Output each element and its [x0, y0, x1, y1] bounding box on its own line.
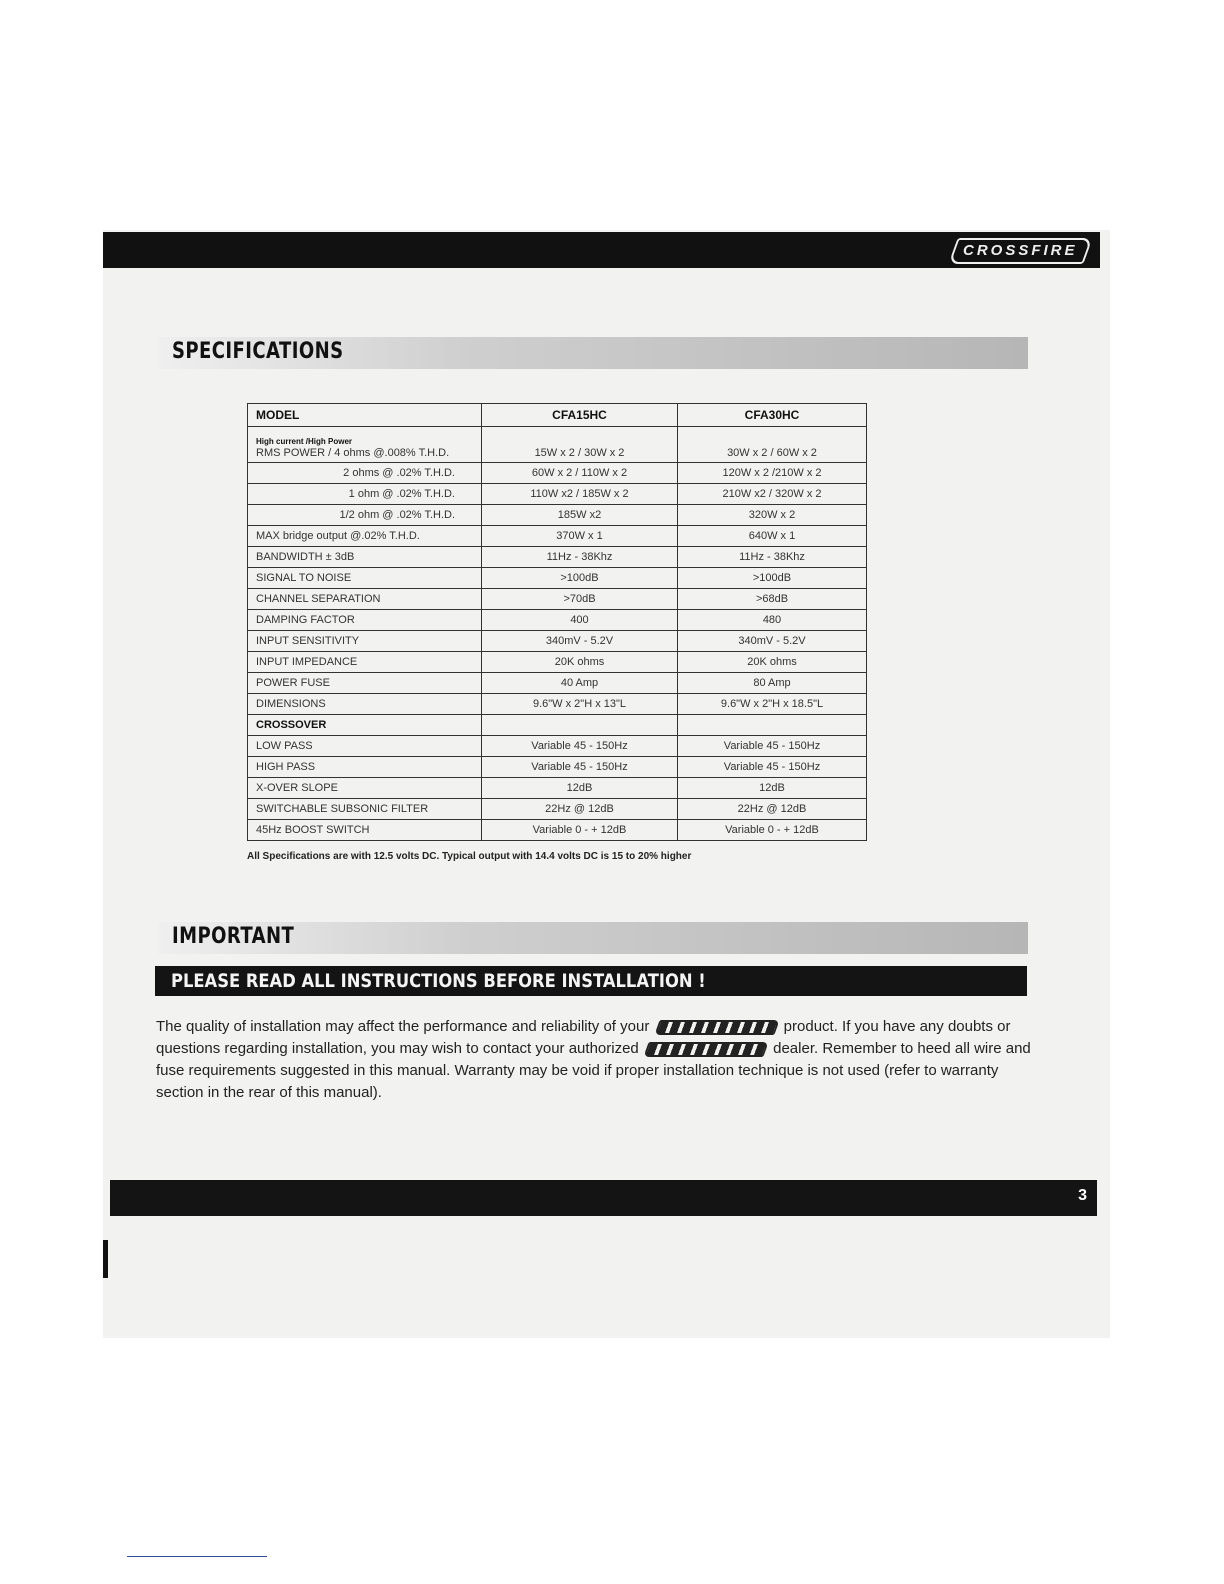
table-cell: 640W x 1: [678, 526, 867, 547]
table-cell: 210W x2 / 320W x 2: [678, 484, 867, 505]
table-cell: >70dB: [482, 589, 678, 610]
paragraph-part-2: product. If you have any doubts or questions regarding installation, you may wish to contact your authorized: [156, 1018, 1011, 1057]
table-cell: CROSSOVER: [248, 715, 482, 736]
table-cell: 9.6"W x 2"H x 18.5"L: [678, 694, 867, 715]
table-cell: BANDWIDTH ± 3dB: [248, 547, 482, 568]
table-cell: Variable 45 - 150Hz: [482, 736, 678, 757]
table-row: [248, 610, 867, 631]
table-cell: Variable 0 - + 12dB: [482, 820, 678, 841]
table-cell: 20K ohms: [678, 652, 867, 673]
crossfire-inline-logo: [654, 1020, 779, 1035]
specifications-table: [247, 403, 867, 841]
table-cell: INPUT IMPEDANCE: [248, 652, 482, 673]
table-cell: DAMPING FACTOR: [248, 610, 482, 631]
table-cell: 20K ohms: [482, 652, 678, 673]
table-cell: DIMENSIONS: [248, 694, 482, 715]
table-row: [248, 505, 867, 526]
table-cell: >68dB: [678, 589, 867, 610]
installation-paragraph: [156, 1016, 1036, 1104]
table-row: [248, 820, 867, 841]
table-cell: 15W x 2 / 30W x 2: [482, 427, 678, 463]
table-cell: X-OVER SLOPE: [248, 778, 482, 799]
table-row: [248, 568, 867, 589]
table-cell: 11Hz - 38Khz: [482, 547, 678, 568]
table-row: [248, 631, 867, 652]
table-header-cell: CFA15HC: [482, 404, 678, 427]
read-instructions-text: PLEASE READ ALL INSTRUCTIONS BEFORE INSTALLATION !: [171, 970, 706, 992]
table-row: [248, 484, 867, 505]
table-cell: Variable 45 - 150Hz: [678, 757, 867, 778]
paragraph-part-1: The quality of installation may affect the performance and reliability of your: [156, 1018, 650, 1035]
edge-mark: [103, 1240, 108, 1278]
table-cell: 2 ohms @ .02% T.H.D.: [248, 463, 482, 484]
table-cell: >100dB: [678, 568, 867, 589]
table-cell: INPUT SENSITIVITY: [248, 631, 482, 652]
table-cell: [678, 715, 867, 736]
table-row: [248, 547, 867, 568]
specifications-heading-bar: [158, 337, 1028, 369]
table-cell: 400: [482, 610, 678, 631]
table-cell: 370W x 1: [482, 526, 678, 547]
table-cell: 9.6"W x 2"H x 13"L: [482, 694, 678, 715]
table-cell: CHANNEL SEPARATION: [248, 589, 482, 610]
table-cell: 340mV - 5.2V: [678, 631, 867, 652]
table-cell: 40 Amp: [482, 673, 678, 694]
table-cell-text: RMS POWER / 4 ohms @.008% T.H.D.: [256, 447, 450, 459]
specifications-footnote: All Specifications are with 12.5 volts DC. Typical output with 14.4 volts DC is 15 to 20% higher: [247, 851, 692, 862]
page-number: 3: [1078, 1187, 1087, 1204]
crossfire-inline-logo: [643, 1042, 768, 1057]
table-row: [248, 757, 867, 778]
table-cell: 80 Amp: [678, 673, 867, 694]
table-row: [248, 799, 867, 820]
table-cell: 320W x 2: [678, 505, 867, 526]
crossfire-logo: CROSSFIRE: [949, 238, 1093, 264]
table-cell: 12dB: [678, 778, 867, 799]
table-cell: Variable 45 - 150Hz: [678, 736, 867, 757]
table-cell: 22Hz @ 12dB: [482, 799, 678, 820]
table-cell: [482, 715, 678, 736]
table-cell: 30W x 2 / 60W x 2: [678, 427, 867, 463]
table-cell: 1/2 ohm @ .02% T.H.D.: [248, 505, 482, 526]
important-heading-bar: [158, 922, 1028, 954]
table-row: [248, 589, 867, 610]
table-row: [248, 715, 867, 736]
table-cell: LOW PASS: [248, 736, 482, 757]
table-row: [248, 778, 867, 799]
table-sub-header: High current /High Power: [256, 437, 353, 446]
table-cell: 340mV - 5.2V: [482, 631, 678, 652]
header-band: [103, 232, 1100, 268]
table-cell: 185W x2: [482, 505, 678, 526]
table-cell: 12dB: [482, 778, 678, 799]
table-cell: 22Hz @ 12dB: [678, 799, 867, 820]
specifications-heading: SPECIFICATIONS: [172, 339, 344, 364]
table-cell: [248, 427, 482, 463]
table-row: [248, 673, 867, 694]
table-cell: HIGH PASS: [248, 757, 482, 778]
table-cell: 1 ohm @ .02% T.H.D.: [248, 484, 482, 505]
table-cell: POWER FUSE: [248, 673, 482, 694]
table-cell: 11Hz - 38Khz: [678, 547, 867, 568]
table-row: [248, 694, 867, 715]
footer-band: [110, 1180, 1097, 1216]
table-cell: 480: [678, 610, 867, 631]
table-row: [248, 652, 867, 673]
table-cell: 120W x 2 /210W x 2: [678, 463, 867, 484]
table-row: [248, 526, 867, 547]
table-header-row: [248, 404, 867, 427]
footnote-rule: [127, 1556, 267, 1557]
table-header-cell: MODEL: [248, 404, 482, 427]
table-cell: SIGNAL TO NOISE: [248, 568, 482, 589]
table-row: [248, 463, 867, 484]
table-cell: 60W x 2 / 110W x 2: [482, 463, 678, 484]
table-cell: 45Hz BOOST SWITCH: [248, 820, 482, 841]
table-cell: Variable 0 - + 12dB: [678, 820, 867, 841]
table-header-cell: CFA30HC: [678, 404, 867, 427]
important-heading: IMPORTANT: [172, 924, 295, 949]
table-row: [248, 427, 867, 463]
table-cell: Variable 45 - 150Hz: [482, 757, 678, 778]
table-row: [248, 736, 867, 757]
table-cell: SWITCHABLE SUBSONIC FILTER: [248, 799, 482, 820]
paragraph-part-3: dealer. Remember to heed all wire and fuse requirements suggested in this manual. Warranty may be void if proper installation technique is not used (refer to warranty section in the rear of this manual).: [156, 1040, 1031, 1101]
table-cell: 110W x2 / 185W x 2: [482, 484, 678, 505]
read-instructions-banner: [155, 966, 1027, 996]
table-cell: MAX bridge output @.02% T.H.D.: [248, 526, 482, 547]
table-cell: >100dB: [482, 568, 678, 589]
